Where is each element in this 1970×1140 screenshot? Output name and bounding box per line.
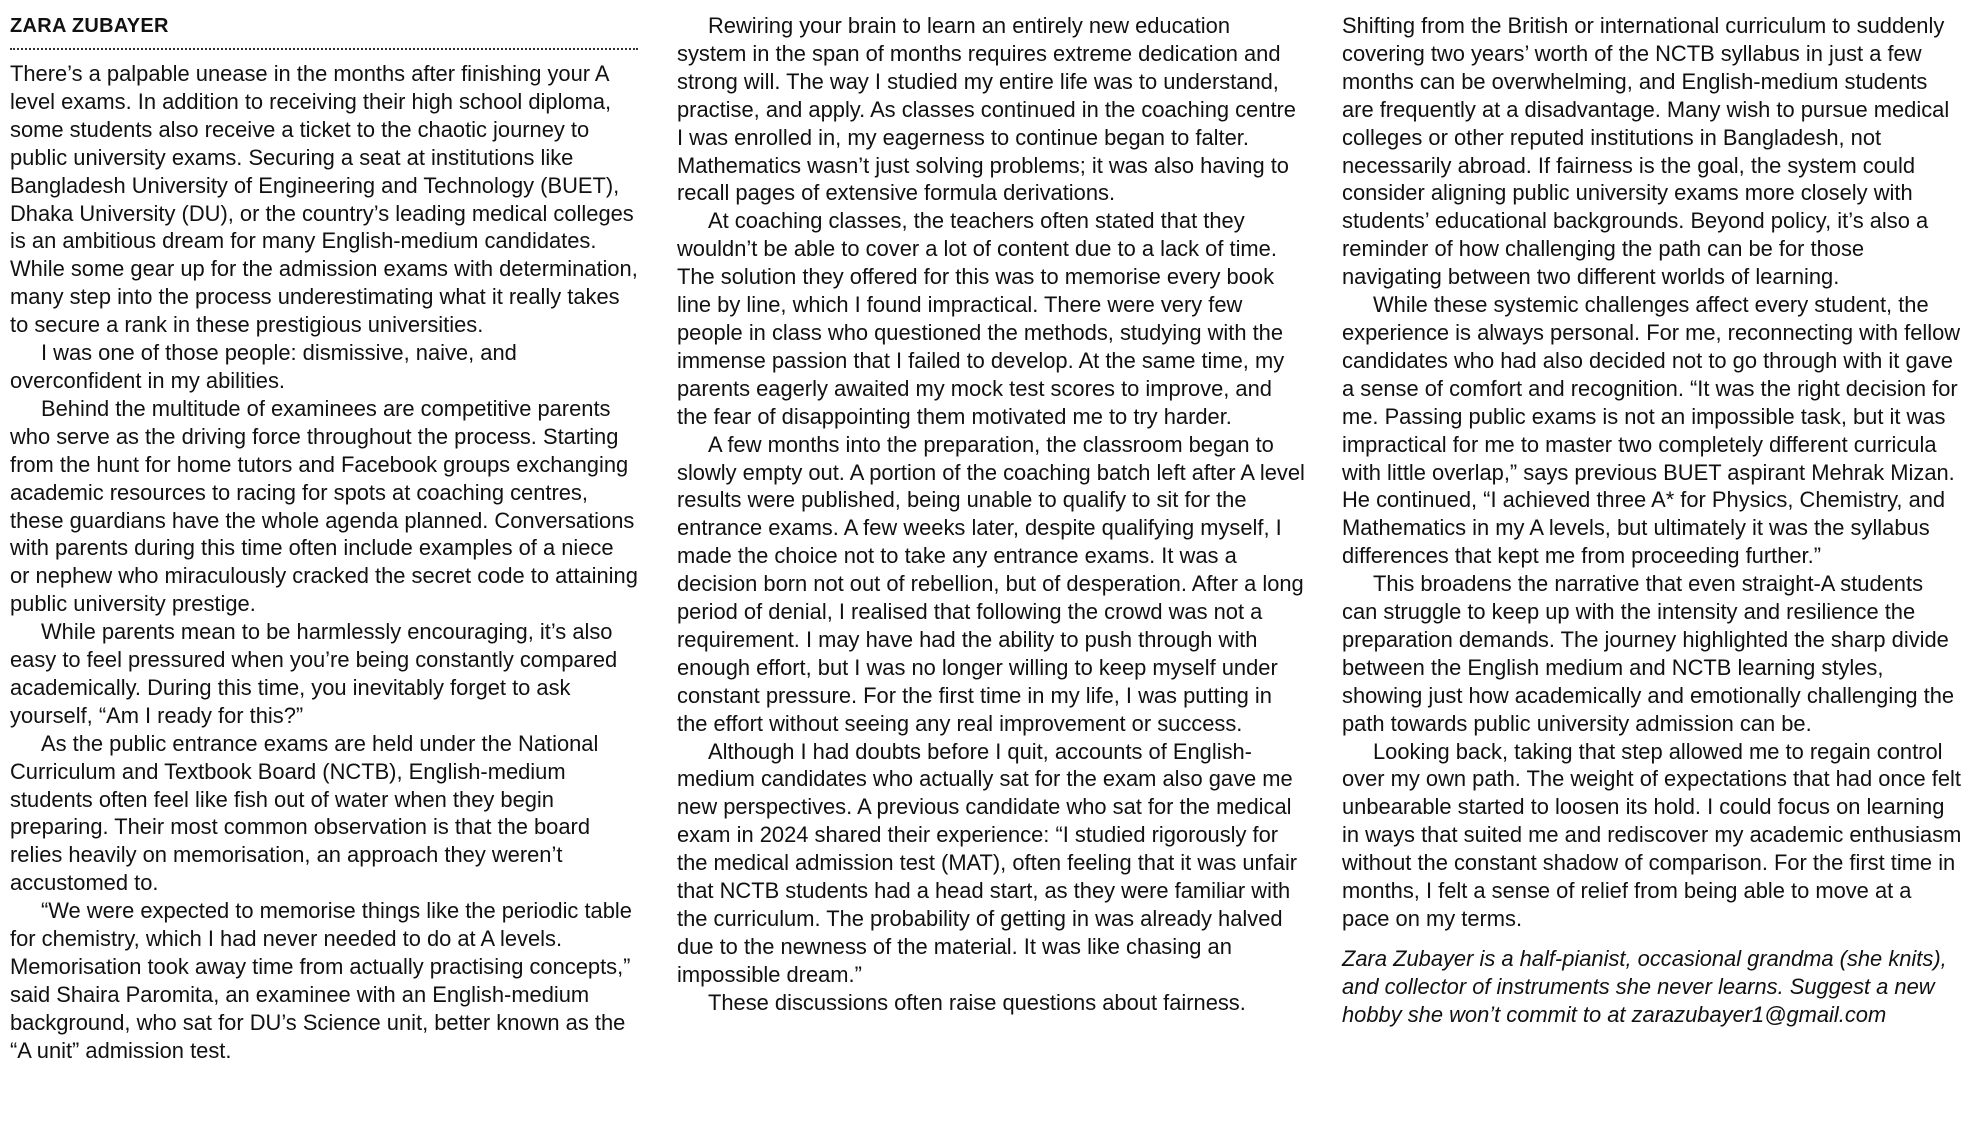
paragraph: While parents mean to be harmlessly encouraging, it’s also easy to feel pressured when you’re being constantly compared academically. During this time, you inevitably forget to ask yourself, “Am I ready for this?” <box>10 619 618 728</box>
article-column-3 <box>1342 12 1962 1029</box>
article-column-1 <box>10 12 638 1065</box>
paragraph: While these systemic challenges affect every student, the experience is always personal. For me, reconnecting with fellow candidates who had also decided not to go through with it gave a sense of comfort and recognition. “It was the right decision for me. Passing public exams is not an impossible task, but it was impractical for me to master two completely different curricula with little overlap,” says previous BUET aspirant Mehrak Mizan. He continued, “I achieved three A* for Physics, Chemistry, and Mathematics in my A levels, but ultimately it was the syllabus differences that kept me from proceeding further.” <box>1342 292 1961 569</box>
paragraph: At coaching classes, the teachers often stated that they wouldn’t be able to cover a lot of content due to a lack of time. The solution they offered for this was to memorise every book line by line, which I found impractical. There were very few people in class who questioned the methods, studying with the immense passion that I failed to develop. At the same time, my parents eagerly awaited my mock test scores to improve, and the fear of disappointing them motivated me to try harder. <box>677 208 1285 429</box>
paragraph: Shifting from the British or international curriculum to suddenly covering two years’ worth of the NCTB syllabus in just a few months can be overwhelming, and English-medium students are frequently at a disadvantage. Many wish to pursue medical colleges or other reputed institutions in Bangladesh, not necessarily abroad. If fairness is the goal, the system could consider aligning public university exams more closely with students’ educational backgrounds. Beyond policy, it’s also a reminder of how challenging the path can be for those navigating between two different worlds of learning. <box>1342 13 1950 290</box>
author-bio: Zara Zubayer is a half-pianist, occasional grandma (she knits), and collector of instruments she never learns. Suggest a new hobby she won’t commit to at zarazubayer1@gmail.com <box>1342 945 1947 1027</box>
paragraph: A few months into the preparation, the classroom began to slowly empty out. A portion of the coaching batch left after A level results were published, being unable to qualify to sit for the entrance exams. A few weeks later, despite qualifying myself, I made the choice not to take any entrance exams. It was a decision born not out of rebellion, but of desperation. After a long period of denial, I realised that following the crowd was not a requirement. I may have had the ability to push through with enough effort, but I was no longer willing to keep myself under constant pressure. For the first time in my life, I was putting in the effort without seeing any real improvement or success. <box>677 431 1305 736</box>
paragraph: Rewiring your brain to learn an entirely new education system in the span of months requires extreme dedication and strong will. The way I studied my entire life was to understand, practise, and apply. As classes continued in the coaching centre I was enrolled in, my eagerness to continue began to falter. Mathematics wasn’t just solving problems; it was also having to recall pages of extensive formula derivations. <box>677 13 1296 206</box>
paragraph: As the public entrance exams are held under the National Curriculum and Textbook Board (NCTB), English-medium students often feel like fish out of water when they begin preparing. Their most common observation is that the board relies heavily on memorisation, an approach they weren’t accustomed to. <box>10 730 599 896</box>
article-column-2 <box>677 12 1305 1017</box>
paragraph: Although I had doubts before I quit, accounts of English-medium candidates who actually sat for the exam also gave me new perspectives. A previous candidate who sat for the medical exam in 2024 shared their experience: “I studied rigorously for the medical admission test (MAT), often feeling that it was unfair that NCTB students had a head start, as they were familiar with the curriculum. The probability of getting in was already halved due to the newness of the material. It was like chasing an impossible dream.” <box>677 738 1298 987</box>
paragraph: This broadens the narrative that even straight-A students can struggle to keep up with the intensity and resilience the preparation demands. The journey highlighted the sharp divide between the English medium and NCTB learning styles, showing just how academically and emotionally challenging the path towards public university admission can be. <box>1342 571 1955 736</box>
paragraph: Looking back, taking that step allowed me to regain control over my own path. The weight of expectations that had once felt unbearable started to loosen its hold. I could focus on learning in ways that suited me and rediscover my academic enthusiasm without the constant shadow of comparison. For the first time in months, I felt a sense of relief from being able to move at a pace on my terms. <box>1342 738 1962 931</box>
paragraph: These discussions often raise questions about fairness. <box>708 989 1246 1015</box>
paragraph: “We were expected to memorise things like the periodic table for chemistry, which I had never needed to do at A levels. Memorisation took away time from actually practising concepts,” said Shaira Paromita, an examinee with an English-medium background, who sat for DU’s Science unit, better known as the “A unit” admission test. <box>10 898 632 1063</box>
paragraph: There’s a palpable unease in the months after finishing your A level exams. In addition to receiving their high school diploma, some students also receive a ticket to the chaotic journey to public university exams. Securing a seat at institutions like Bangladesh University of Engineering and Technology (BUET), Dhaka University (DU), or the country’s leading medical colleges is an ambitious dream for many English-medium candidates. While some gear up for the admission exams with determination, many step into the process underestimating what it really takes to secure a rank in these prestigious universities. <box>10 61 638 338</box>
paragraph: Behind the multitude of examinees are competitive parents who serve as the driving force throughout the process. Starting from the hunt for home tutors and Facebook groups exchanging academic resources to racing for spots at coaching centres, these guardians have the whole agenda planned. Conversations with parents during this time often include examples of a niece or nephew who miraculously cracked the secret code to attaining public university prestige. <box>10 395 638 617</box>
paragraph: I was one of those people: dismissive, naive, and overconfident in my abilities. <box>10 340 517 393</box>
author-byline: ZARA ZUBAYER <box>10 12 638 50</box>
